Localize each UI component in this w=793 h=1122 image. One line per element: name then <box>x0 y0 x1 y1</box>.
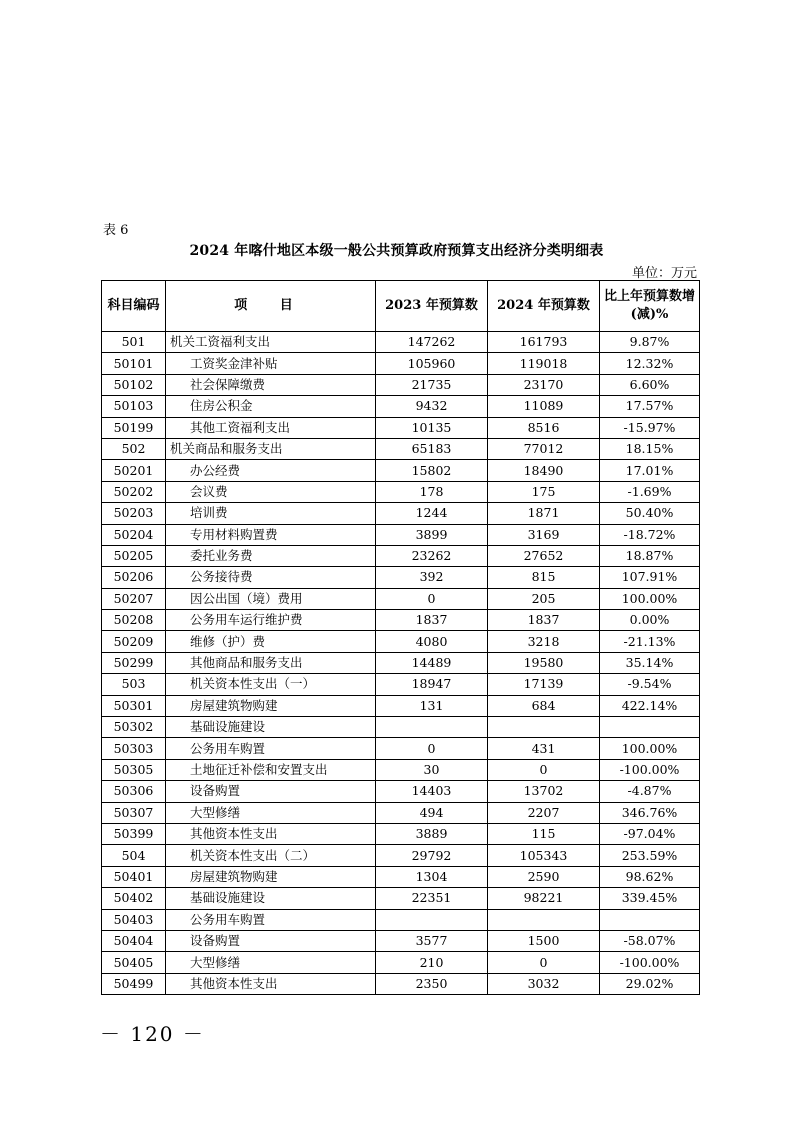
cell-code: 50405 <box>102 952 166 973</box>
cell-code: 502 <box>102 438 166 459</box>
cell-change: 422.14% <box>600 695 700 716</box>
table-row <box>102 481 700 502</box>
cell-item: 其他商品和服务支出 <box>166 652 376 673</box>
header-code: 科目编码 <box>102 281 166 332</box>
cell-2023: 14489 <box>376 652 488 673</box>
table-row <box>102 460 700 481</box>
cell-code: 504 <box>102 845 166 866</box>
cell-change <box>600 909 700 930</box>
cell-code: 50209 <box>102 631 166 652</box>
cell-change: 100.00% <box>600 738 700 759</box>
cell-change: 29.02% <box>600 973 700 994</box>
cell-2023: 1244 <box>376 503 488 524</box>
cell-item: 土地征迁补偿和安置支出 <box>166 759 376 780</box>
cell-2024: 19580 <box>488 652 600 673</box>
cell-item: 维修（护）费 <box>166 631 376 652</box>
cell-2023: 21735 <box>376 374 488 395</box>
cell-2024: 205 <box>488 588 600 609</box>
cell-2024: 17139 <box>488 674 600 695</box>
table-row <box>102 374 700 395</box>
cell-change: -97.04% <box>600 823 700 844</box>
cell-2024: 0 <box>488 759 600 780</box>
cell-2024: 2590 <box>488 866 600 887</box>
cell-change: -58.07% <box>600 930 700 951</box>
table-row <box>102 652 700 673</box>
cell-change: -100.00% <box>600 759 700 780</box>
cell-2024: 684 <box>488 695 600 716</box>
table-row <box>102 802 700 823</box>
table-row <box>102 588 700 609</box>
cell-code: 50307 <box>102 802 166 823</box>
cell-2023: 0 <box>376 588 488 609</box>
cell-item: 机关商品和服务支出 <box>166 438 376 459</box>
cell-2023 <box>376 717 488 738</box>
cell-code: 50204 <box>102 524 166 545</box>
table-body <box>102 332 700 995</box>
cell-2023: 65183 <box>376 438 488 459</box>
table-row <box>102 438 700 459</box>
budget-table <box>101 280 700 995</box>
cell-change: -9.54% <box>600 674 700 695</box>
cell-change: 107.91% <box>600 567 700 588</box>
cell-2024: 1871 <box>488 503 600 524</box>
cell-code: 50404 <box>102 930 166 951</box>
table-row <box>102 545 700 566</box>
cell-code: 501 <box>102 332 166 353</box>
cell-2023: 3899 <box>376 524 488 545</box>
cell-code: 50103 <box>102 396 166 417</box>
cell-code: 50101 <box>102 353 166 374</box>
cell-change: 50.40% <box>600 503 700 524</box>
cell-2024: 105343 <box>488 845 600 866</box>
cell-item: 公务用车运行维护费 <box>166 610 376 631</box>
table-row <box>102 717 700 738</box>
cell-item: 社会保障缴费 <box>166 374 376 395</box>
cell-2024: 11089 <box>488 396 600 417</box>
cell-code: 50303 <box>102 738 166 759</box>
cell-code: 50399 <box>102 823 166 844</box>
cell-2023: 2350 <box>376 973 488 994</box>
cell-change: 339.45% <box>600 888 700 909</box>
cell-change: 17.01% <box>600 460 700 481</box>
cell-2023: 1837 <box>376 610 488 631</box>
table-row <box>102 332 700 353</box>
cell-code: 50305 <box>102 759 166 780</box>
cell-item: 公务用车购置 <box>166 909 376 930</box>
header-2024: 2024 年预算数 <box>488 281 600 332</box>
cell-2023: 4080 <box>376 631 488 652</box>
cell-item: 因公出国（境）费用 <box>166 588 376 609</box>
cell-code: 503 <box>102 674 166 695</box>
table-row <box>102 759 700 780</box>
cell-2023: 15802 <box>376 460 488 481</box>
cell-item: 委托业务费 <box>166 545 376 566</box>
table-row <box>102 417 700 438</box>
cell-change: 100.00% <box>600 588 700 609</box>
cell-2024: 161793 <box>488 332 600 353</box>
table-row <box>102 738 700 759</box>
cell-2024: 3218 <box>488 631 600 652</box>
table-row <box>102 866 700 887</box>
cell-change: -15.97% <box>600 417 700 438</box>
cell-2024: 8516 <box>488 417 600 438</box>
table-row <box>102 781 700 802</box>
cell-2024: 18490 <box>488 460 600 481</box>
cell-item: 设备购置 <box>166 781 376 802</box>
cell-change: 98.62% <box>600 866 700 887</box>
table-row <box>102 888 700 909</box>
header-change-line2: (减)% <box>630 307 669 322</box>
page-number: － 120 － <box>100 1022 205 1046</box>
table-row <box>102 823 700 844</box>
cell-change: 35.14% <box>600 652 700 673</box>
cell-change: 0.00% <box>600 610 700 631</box>
table-row <box>102 695 700 716</box>
table-row <box>102 353 700 374</box>
cell-change: -4.87% <box>600 781 700 802</box>
table-row <box>102 674 700 695</box>
cell-code: 50499 <box>102 973 166 994</box>
cell-2024: 27652 <box>488 545 600 566</box>
table-row <box>102 930 700 951</box>
table-row <box>102 503 700 524</box>
cell-item: 基础设施建设 <box>166 888 376 909</box>
cell-item: 房屋建筑物购建 <box>166 695 376 716</box>
cell-2024: 115 <box>488 823 600 844</box>
cell-2023: 1304 <box>376 866 488 887</box>
cell-2023: 9432 <box>376 396 488 417</box>
cell-item: 工资奖金津补贴 <box>166 353 376 374</box>
table-header <box>102 281 700 332</box>
cell-code: 50201 <box>102 460 166 481</box>
table-row <box>102 909 700 930</box>
cell-change: 18.15% <box>600 438 700 459</box>
cell-2024: 98221 <box>488 888 600 909</box>
cell-code: 50199 <box>102 417 166 438</box>
cell-2024: 13702 <box>488 781 600 802</box>
cell-item: 设备购置 <box>166 930 376 951</box>
cell-2023: 3889 <box>376 823 488 844</box>
cell-2024: 1837 <box>488 610 600 631</box>
cell-2023: 105960 <box>376 353 488 374</box>
cell-change: 346.76% <box>600 802 700 823</box>
cell-2023: 131 <box>376 695 488 716</box>
cell-2023: 392 <box>376 567 488 588</box>
table-row <box>102 396 700 417</box>
cell-item: 大型修缮 <box>166 952 376 973</box>
cell-2024: 3032 <box>488 973 600 994</box>
cell-2024: 0 <box>488 952 600 973</box>
unit-label: 单位：万元 <box>631 266 697 281</box>
cell-code: 50403 <box>102 909 166 930</box>
cell-2024: 23170 <box>488 374 600 395</box>
cell-code: 50401 <box>102 866 166 887</box>
cell-2023 <box>376 909 488 930</box>
cell-2024: 77012 <box>488 438 600 459</box>
cell-code: 50402 <box>102 888 166 909</box>
cell-change: -21.13% <box>600 631 700 652</box>
cell-2023: 3577 <box>376 930 488 951</box>
cell-item: 其他资本性支出 <box>166 973 376 994</box>
cell-item: 房屋建筑物购建 <box>166 866 376 887</box>
cell-item: 住房公积金 <box>166 396 376 417</box>
cell-code: 50208 <box>102 610 166 631</box>
table-row <box>102 952 700 973</box>
cell-code: 50299 <box>102 652 166 673</box>
cell-item: 机关资本性支出（二） <box>166 845 376 866</box>
cell-2024 <box>488 909 600 930</box>
cell-2023: 0 <box>376 738 488 759</box>
cell-item: 公务用车购置 <box>166 738 376 759</box>
table-row <box>102 845 700 866</box>
cell-2023: 22351 <box>376 888 488 909</box>
cell-item: 机关资本性支出（一） <box>166 674 376 695</box>
cell-item: 公务接待费 <box>166 567 376 588</box>
cell-2023: 29792 <box>376 845 488 866</box>
document-title: 2024 年喀什地区本级一般公共预算政府预算支出经济分类明细表 <box>189 243 604 259</box>
header-row <box>102 281 700 332</box>
cell-change: 12.32% <box>600 353 700 374</box>
cell-2024: 1500 <box>488 930 600 951</box>
cell-item: 机关工资福利支出 <box>166 332 376 353</box>
cell-item: 办公经费 <box>166 460 376 481</box>
cell-item: 大型修缮 <box>166 802 376 823</box>
cell-2023: 494 <box>376 802 488 823</box>
cell-item: 其他资本性支出 <box>166 823 376 844</box>
cell-change: 18.87% <box>600 545 700 566</box>
cell-2024 <box>488 717 600 738</box>
cell-code: 50205 <box>102 545 166 566</box>
cell-code: 50306 <box>102 781 166 802</box>
cell-2023: 10135 <box>376 417 488 438</box>
table-row <box>102 610 700 631</box>
cell-item: 专用材料购置费 <box>166 524 376 545</box>
cell-2024: 175 <box>488 481 600 502</box>
cell-item: 会议费 <box>166 481 376 502</box>
cell-2023: 147262 <box>376 332 488 353</box>
cell-code: 50302 <box>102 717 166 738</box>
cell-change: 6.60% <box>600 374 700 395</box>
header-2023: 2023 年预算数 <box>376 281 488 332</box>
cell-item: 其他工资福利支出 <box>166 417 376 438</box>
header-name: 项 目 <box>166 281 376 332</box>
cell-2024: 2207 <box>488 802 600 823</box>
cell-2023: 14403 <box>376 781 488 802</box>
cell-code: 50207 <box>102 588 166 609</box>
cell-item: 基础设施建设 <box>166 717 376 738</box>
table-row <box>102 973 700 994</box>
header-change <box>600 281 700 332</box>
cell-2024: 431 <box>488 738 600 759</box>
cell-2024: 815 <box>488 567 600 588</box>
table-number-label: 表 6 <box>103 223 129 238</box>
cell-2024: 3169 <box>488 524 600 545</box>
cell-change: -18.72% <box>600 524 700 545</box>
cell-code: 50202 <box>102 481 166 502</box>
cell-code: 50102 <box>102 374 166 395</box>
cell-2023: 30 <box>376 759 488 780</box>
cell-change: -1.69% <box>600 481 700 502</box>
cell-code: 50301 <box>102 695 166 716</box>
cell-item: 培训费 <box>166 503 376 524</box>
cell-2023: 178 <box>376 481 488 502</box>
table-row <box>102 567 700 588</box>
cell-change <box>600 717 700 738</box>
cell-2023: 210 <box>376 952 488 973</box>
cell-change: 17.57% <box>600 396 700 417</box>
cell-code: 50203 <box>102 503 166 524</box>
cell-2023: 18947 <box>376 674 488 695</box>
cell-change: -100.00% <box>600 952 700 973</box>
cell-change: 253.59% <box>600 845 700 866</box>
table-row <box>102 524 700 545</box>
cell-code: 50206 <box>102 567 166 588</box>
header-change-line1: 比上年预算数增 <box>604 289 696 304</box>
cell-2023: 23262 <box>376 545 488 566</box>
cell-change: 9.87% <box>600 332 700 353</box>
table-row <box>102 631 700 652</box>
cell-2024: 119018 <box>488 353 600 374</box>
